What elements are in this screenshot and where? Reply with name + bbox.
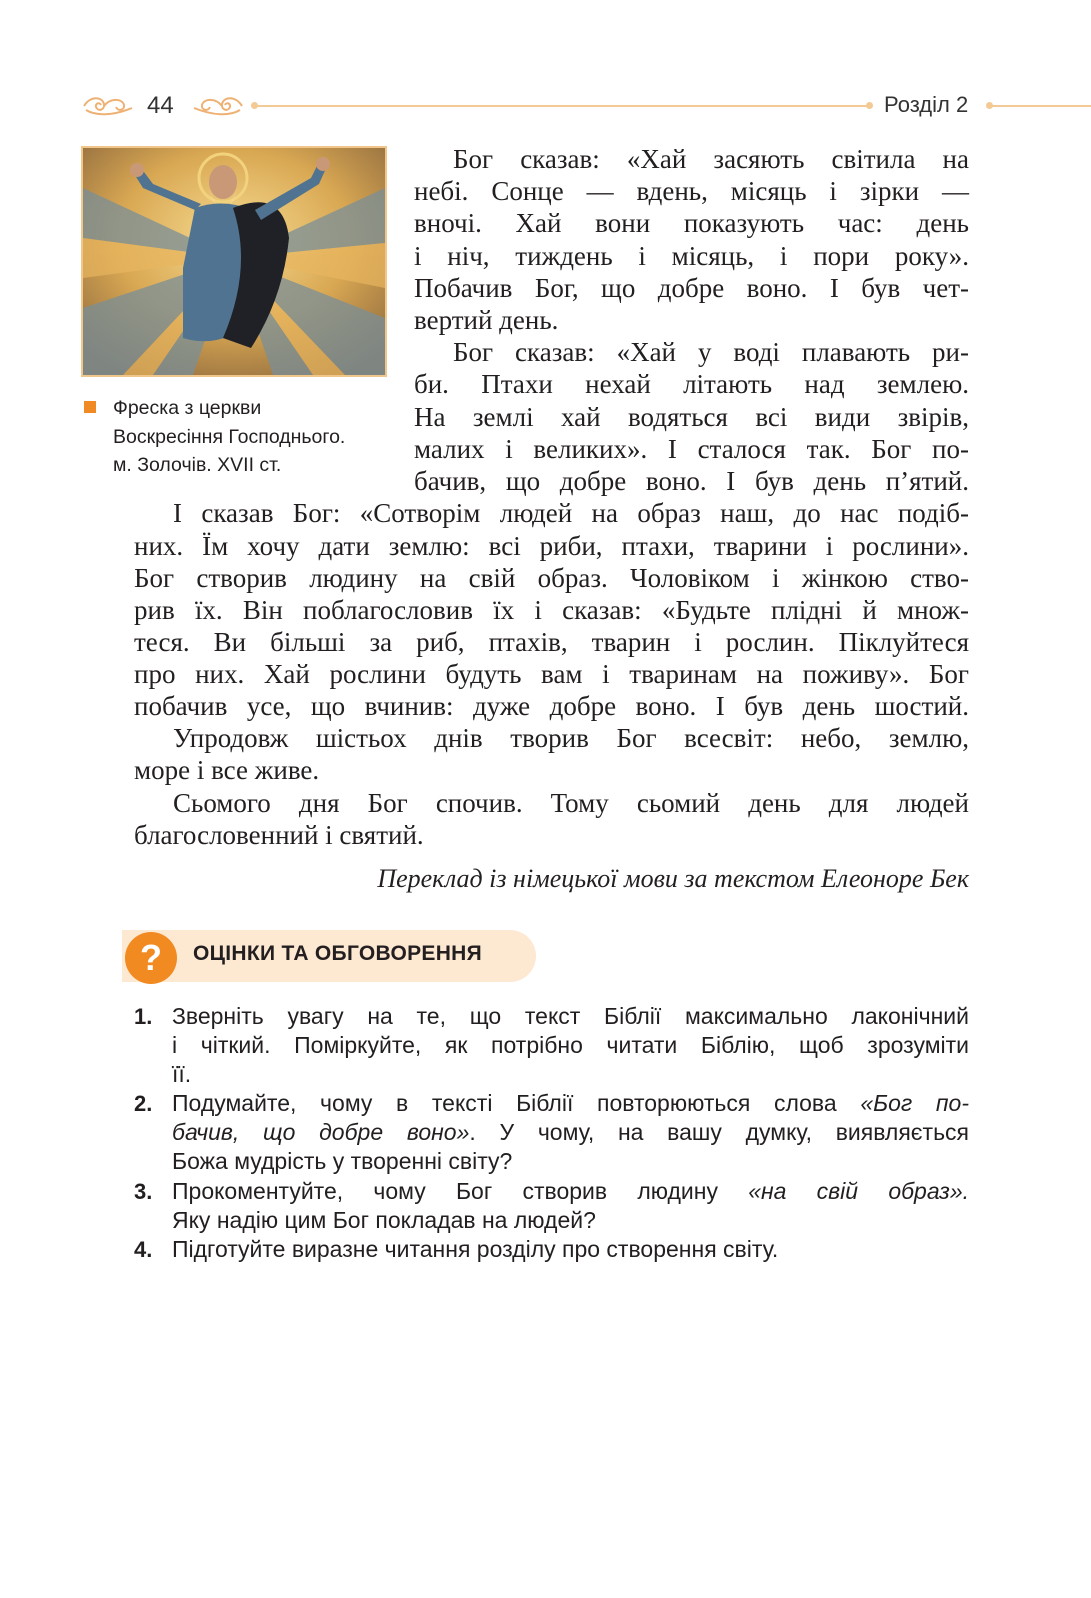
question-quote: «Бог по- [860, 1090, 969, 1116]
question-line: Підготуйте виразне читання розділу про створення світу. [172, 1236, 779, 1262]
story-line: Бог створив людину на свій образ. Чоловіком і жінкою ство- [134, 563, 969, 593]
story-line: вночі. Хай вони показують час: день [414, 208, 969, 238]
caption-line: Воскресіння Господнього. [113, 425, 346, 448]
story-line: рив їх. Він поблагословив їх і сказав: «Будьте плідні й множ- [134, 595, 969, 625]
story-line: і ніч, тиждень і місяць, і пори року». [414, 241, 969, 271]
question-line: і чіткий. Поміркуйте, як потрібно читати Біблію, щоб зрозуміти [172, 1032, 969, 1058]
story-line: Побачив Бог, що добре воно. І був чет- [414, 273, 969, 303]
story-line: І сказав Бог: «Сотворім людей на образ наш, до нас подіб- [173, 498, 969, 528]
fresco-image [81, 146, 387, 377]
story-line: них. Їм хочу дати землю: всі риби, птахи, тварини і рослини». [134, 531, 969, 561]
discussion-title: ОЦІНКИ ТА ОБГОВОРЕННЯ [193, 942, 483, 965]
story-line: Сьомого дня Бог спочив. Тому сьомий день для людей [173, 788, 969, 818]
story-line: благословенний і святий. [134, 820, 424, 850]
caption-marker [84, 401, 96, 413]
question-text: Подумайте, чому в тексті Біблії повторюються слова [172, 1090, 861, 1116]
question-line: Зверніть увагу на те, що текст Біблії максимально лаконічний [172, 1003, 969, 1029]
story-line: Бог сказав: «Хай засяють світила на [453, 144, 969, 174]
question-line: Яку надію цим Бог покладав на людей? [172, 1207, 596, 1233]
story-line: море і все живе. [134, 755, 320, 785]
question-quote: бачив, що добре воно» [172, 1119, 470, 1145]
header-rule [256, 105, 868, 107]
question-line: Божа мудрість у творенні світу? [172, 1148, 513, 1174]
story-line: теся. Ви більші за риб, птахів, тварин і рослин. Піклуйтеся [134, 627, 969, 657]
story-line: Упродовж шістьох днів творив Бог всесвіт: небо, землю, [173, 723, 969, 753]
question-line [172, 1089, 969, 1118]
caption-line: Фреска з церкви [113, 397, 262, 419]
story-line: про них. Хай рослини будуть вам і тваринам на поживу». Бог [134, 659, 969, 689]
question-text: Прокоментуйте, чому Бог створив людину [172, 1178, 749, 1204]
question-number: 4. [134, 1237, 153, 1262]
story-line: вертий день. [414, 305, 559, 335]
question-line [172, 1118, 969, 1147]
header-dot [866, 102, 873, 109]
story-line: побачив усе, що вчинив: дуже добре воно. І був день шостий. [134, 691, 969, 721]
question-mark-icon: ? [125, 932, 177, 984]
question-text: . У чому, на вашу думку, виявляється [469, 1119, 970, 1145]
story-line: Бог сказав: «Хай у воді плавають ри- [453, 337, 969, 367]
question-number: 3. [134, 1179, 153, 1204]
story-line: малих і великих». І сталося так. Бог по- [414, 434, 969, 464]
swirl-ornament-icon [190, 92, 244, 120]
section-title: Розділ 2 [884, 92, 969, 117]
page-number: 44 [147, 92, 174, 119]
question-number: 2. [134, 1091, 153, 1116]
story-line: На землі хай водяться всі види звірів, [414, 402, 969, 432]
question-quote: «на свій образ». [748, 1178, 969, 1204]
page-header [0, 88, 1091, 124]
header-rule [990, 105, 1091, 107]
story-line: бачив, що добре воно. І був день п’ятий. [414, 466, 969, 496]
caption-line: м. Золочів. XVII ст. [113, 454, 282, 476]
story-line: би. Птахи нехай літають над землею. [414, 369, 969, 399]
swirl-ornament-icon [82, 92, 134, 120]
translation-credit: Переклад із німецької мови за текстом Елеоноре Бек [377, 864, 969, 893]
question-line [172, 1177, 969, 1206]
story-line: небі. Сонце — вдень, місяць і зірки — [414, 176, 969, 206]
question-line: її. [172, 1061, 192, 1087]
question-number: 1. [134, 1004, 153, 1029]
